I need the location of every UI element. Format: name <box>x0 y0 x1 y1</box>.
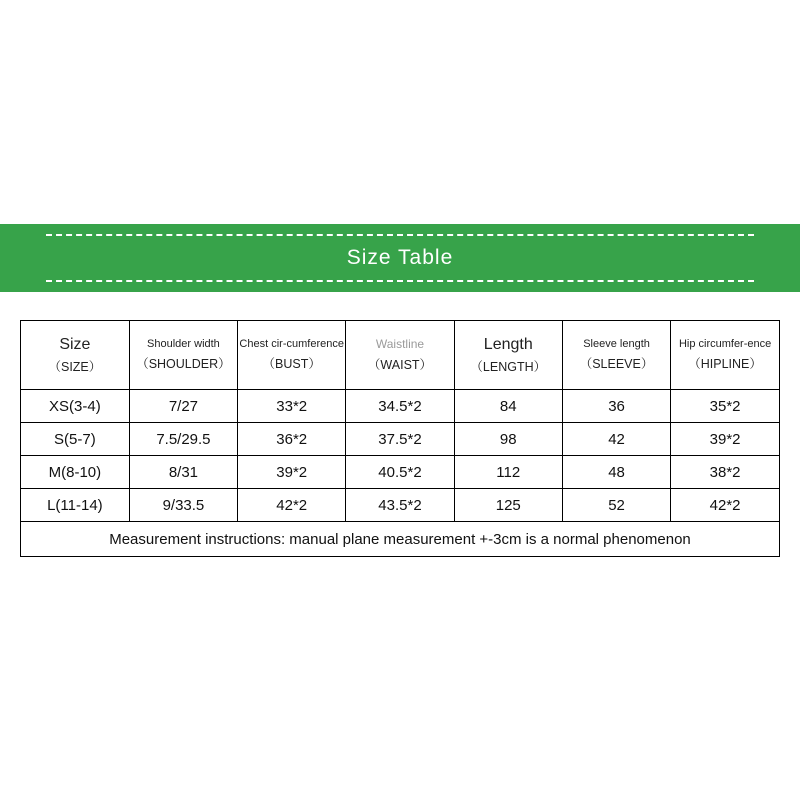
cell-waist: 34.5*2 <box>346 390 454 423</box>
banner-title: Size Table <box>346 246 454 269</box>
cell-length: 112 <box>454 456 562 489</box>
cell-sleeve: 36 <box>562 390 670 423</box>
cell-shoulder: 7/27 <box>129 390 237 423</box>
header-label-cn: Size <box>59 335 91 353</box>
header-cell-length <box>454 321 562 390</box>
banner-dashed-line-top <box>46 234 754 236</box>
cell-shoulder: 9/33.5 <box>129 489 237 522</box>
cell-sleeve: 52 <box>562 489 670 522</box>
header-label-cn: Sleeve length <box>583 338 650 351</box>
cell-hipline: 38*2 <box>671 456 779 489</box>
cell-bust: 39*2 <box>238 456 346 489</box>
cell-size: M(8-10) <box>21 456 129 489</box>
measurement-note-row <box>21 522 779 557</box>
size-table-container <box>20 320 780 557</box>
header-label-cn: Length <box>483 335 533 353</box>
cell-hipline: 39*2 <box>671 423 779 456</box>
size-table-banner <box>0 224 800 292</box>
cell-sleeve: 48 <box>562 456 670 489</box>
header-label-en: （SHOULDER） <box>136 357 231 372</box>
size-table <box>21 321 779 556</box>
table-row <box>21 390 779 423</box>
cell-waist: 40.5*2 <box>346 456 454 489</box>
cell-size: XS(3-4) <box>21 390 129 423</box>
table-row <box>21 423 779 456</box>
header-label-cn: Hip circumfer-ence <box>678 338 772 351</box>
cell-sleeve: 42 <box>562 423 670 456</box>
header-label-en: （WAIST） <box>367 357 433 372</box>
cell-shoulder: 8/31 <box>129 456 237 489</box>
cell-hipline: 35*2 <box>671 390 779 423</box>
cell-size: L(11-14) <box>21 489 129 522</box>
header-cell-bust <box>238 321 346 390</box>
table-row <box>21 489 779 522</box>
cell-bust: 42*2 <box>238 489 346 522</box>
header-cell-size <box>21 321 129 390</box>
header-cell-waist <box>346 321 454 390</box>
header-label-cn: Chest cir-cumference <box>239 338 344 351</box>
measurement-note: Measurement instructions: manual plane measurement +-3cm is a normal phenomenon <box>21 522 779 557</box>
header-label-cn: Shoulder width <box>147 338 220 351</box>
header-label-en: （SLEEVE） <box>579 357 654 372</box>
cell-hipline: 42*2 <box>671 489 779 522</box>
header-label-en: （SIZE） <box>48 360 102 374</box>
header-cell-shoulder <box>129 321 237 390</box>
header-label-en: （LENGTH） <box>470 360 547 374</box>
header-label-en: （BUST） <box>262 357 321 372</box>
cell-size: S(5-7) <box>21 423 129 456</box>
cell-shoulder: 7.5/29.5 <box>129 423 237 456</box>
banner-dashed-line-bottom <box>46 280 754 282</box>
header-cell-hipline <box>671 321 779 390</box>
cell-waist: 43.5*2 <box>346 489 454 522</box>
cell-bust: 36*2 <box>238 423 346 456</box>
table-header-row <box>21 321 779 390</box>
cell-length: 125 <box>454 489 562 522</box>
header-cell-sleeve <box>562 321 670 390</box>
cell-bust: 33*2 <box>238 390 346 423</box>
header-label-cn: Waistline <box>375 336 425 351</box>
cell-length: 98 <box>454 423 562 456</box>
cell-waist: 37.5*2 <box>346 423 454 456</box>
header-label-en: （HIPLINE） <box>688 357 762 372</box>
table-row <box>21 456 779 489</box>
cell-length: 84 <box>454 390 562 423</box>
